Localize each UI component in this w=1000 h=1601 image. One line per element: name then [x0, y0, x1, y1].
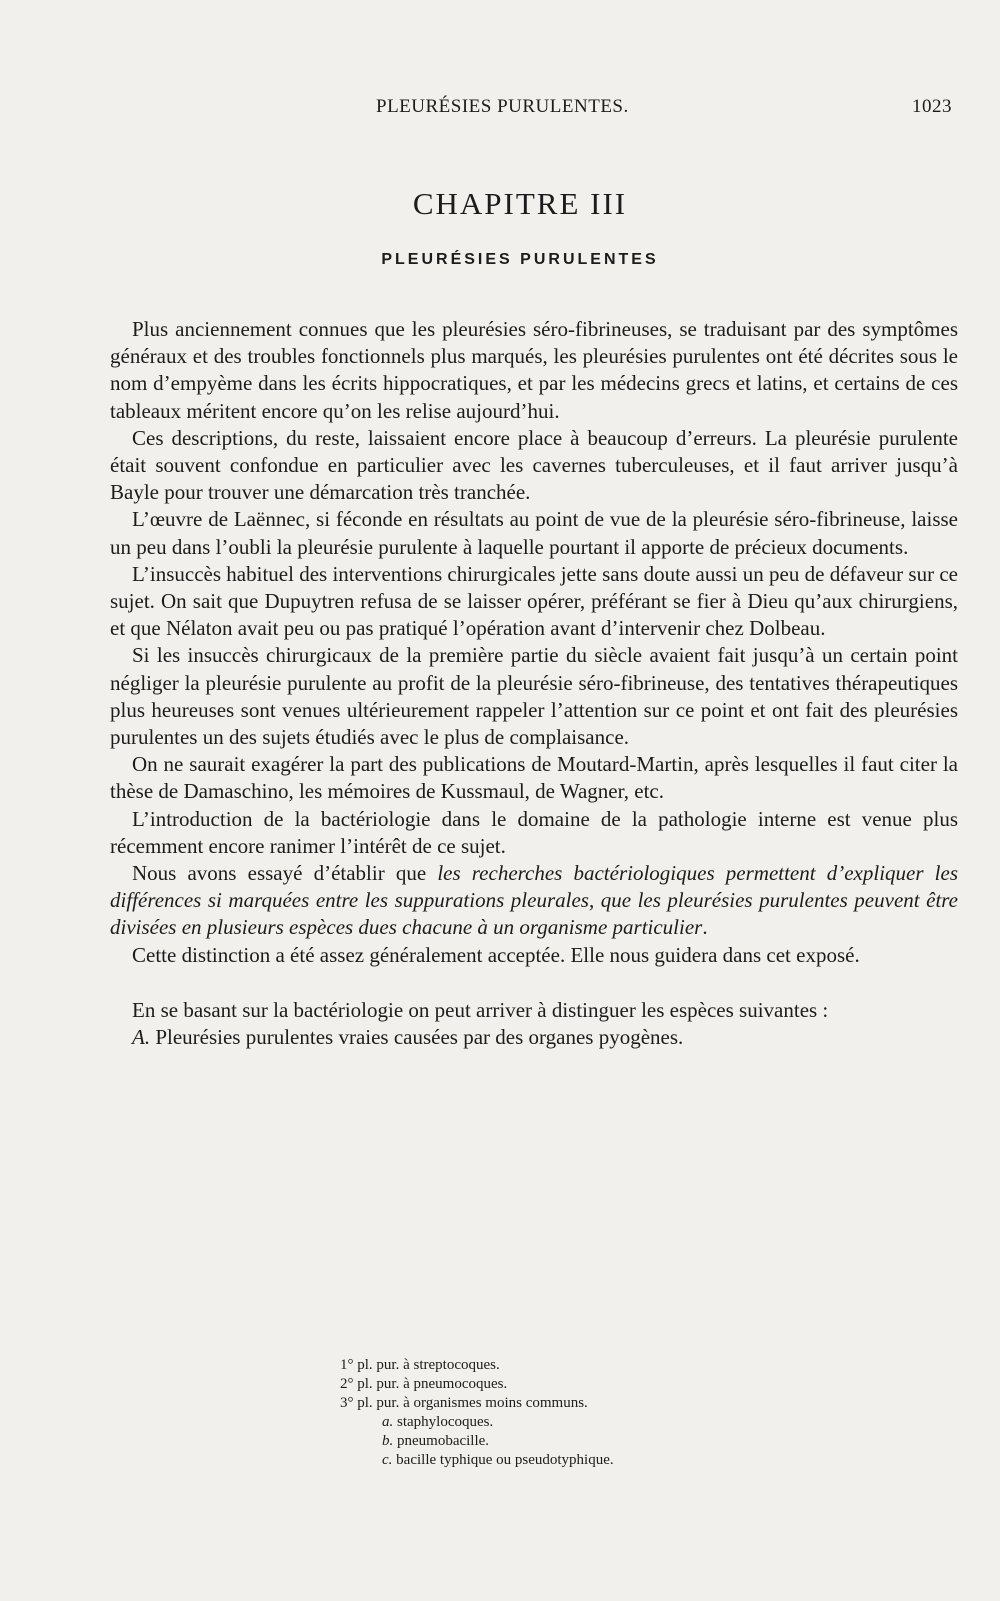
subitem-text: pneumobacille. — [393, 1433, 490, 1449]
list-subitem — [340, 1413, 860, 1432]
running-title: PLEURÉSIES PURULENTES. — [376, 96, 629, 117]
thesis-end: . — [702, 915, 708, 940]
list-item: 2° pl. pur. à pneumocoques. — [340, 1376, 508, 1392]
thesis-paragraph — [110, 860, 958, 942]
section-a — [110, 1024, 958, 1051]
species-list — [340, 1356, 860, 1470]
paragraph: Plus anciennement connues que les pleurésies séro-fibrineuses, se traduisant par des symptômes généraux et des troubles fonctionnels plus marqués, les pleurésies purulentes ont été décrites sous le nom d’empyème dans les écrits hippocratiques, et par les médecins grecs et latins, et certains de ces tableaux méritent encore qu’on les relise aujourd’hui. — [110, 317, 958, 423]
subitem-letter: b. — [382, 1433, 394, 1449]
chapter-heading: CHAPITRE III — [412, 186, 628, 221]
section-a-letter: A. — [132, 1025, 151, 1050]
paragraph: En se basant sur la bactériologie on peut arriver à distinguer les espèces suivantes : — [132, 997, 829, 1022]
paragraph: On ne saurait exagérer la part des publications de Moutard-Martin, après lesquelles il faut citer la thèse de Damaschino, les mémoires de Kussmaul, de Wagner, etc. — [110, 752, 958, 804]
subitem-letter: a. — [382, 1414, 394, 1430]
paragraph: Si les insuccès chirurgicaux de la première partie du siècle avaient fait jusqu’à un certain point négliger la pleurésie purulente au profit de la pleurésie séro-fibrineuse, des tentatives thérapeutiques plus heureuses sont venues ultérieurement rappeler l’attention sur ce point et ont fait des pleurésies purulentes un des sujets étudiés avec le plus de complaisance. — [110, 643, 958, 750]
subitem-text: bacille typhique ou pseudotyphique. — [392, 1452, 614, 1468]
thesis-italic: les recherches bactériologiques permettent d’expliquer les différences si marquées entre les suppurations pleurales, que les pleurésies purulentes peuvent être divisées en plusieurs espèces dues chacune à un organisme particulier — [110, 861, 958, 940]
thesis-lead: Nous avons essayé d’établir que — [132, 861, 438, 886]
paragraph: L’œuvre de Laënnec, si féconde en résultats au point de vue de la pleurésie séro-fibrineuse, laisse un peu dans l’oubli la pleurésie purulente à laquelle pourtant il apporte de précieux documents. — [110, 507, 958, 559]
body-text — [110, 316, 958, 1051]
paragraph: Ces descriptions, du reste, laissaient encore place à beaucoup d’erreurs. La pleurésie purulente était souvent confondue en particulier avec les cavernes tuberculeuses, et il faut arriver jusqu’à Bayle pour trouver une démarcation très tranchée. — [110, 425, 958, 505]
list-item: 1° pl. pur. à streptocoques. — [340, 1357, 500, 1373]
list-subitem — [340, 1432, 860, 1451]
paragraph: Cette distinction a été assez généralement acceptée. Elle nous guidera dans cet exposé. — [132, 942, 860, 967]
subitem-letter: c. — [382, 1452, 393, 1468]
list-subitem — [340, 1451, 860, 1470]
chapter-title: PLEURÉSIES PURULENTES — [381, 251, 659, 268]
paragraph: L’insuccès habituel des interventions chirurgicales jette sans doute aussi un peu de défaveur sur ce sujet. On sait que Dupuytren refusa de se laisser opérer, préférant se fier à Dieu qu’aux chirurgiens, et que Nélaton avait peu ou pas pratiqué l’opération avant d’intervenir chez Dolbeau. — [110, 561, 958, 641]
page-number: 1023 — [912, 96, 952, 117]
list-item: 3° pl. pur. à organismes moins communs. — [340, 1395, 588, 1411]
paragraph: L’introduction de la bactériologie dans le domaine de la pathologie interne est venue plus récemment encore ranimer l’intérêt de ce sujet. — [110, 806, 958, 858]
subitem-text: staphylocoques. — [393, 1414, 494, 1430]
section-a-text: Pleurésies purulentes vraies causées par des organes pyogènes. — [150, 1025, 684, 1050]
